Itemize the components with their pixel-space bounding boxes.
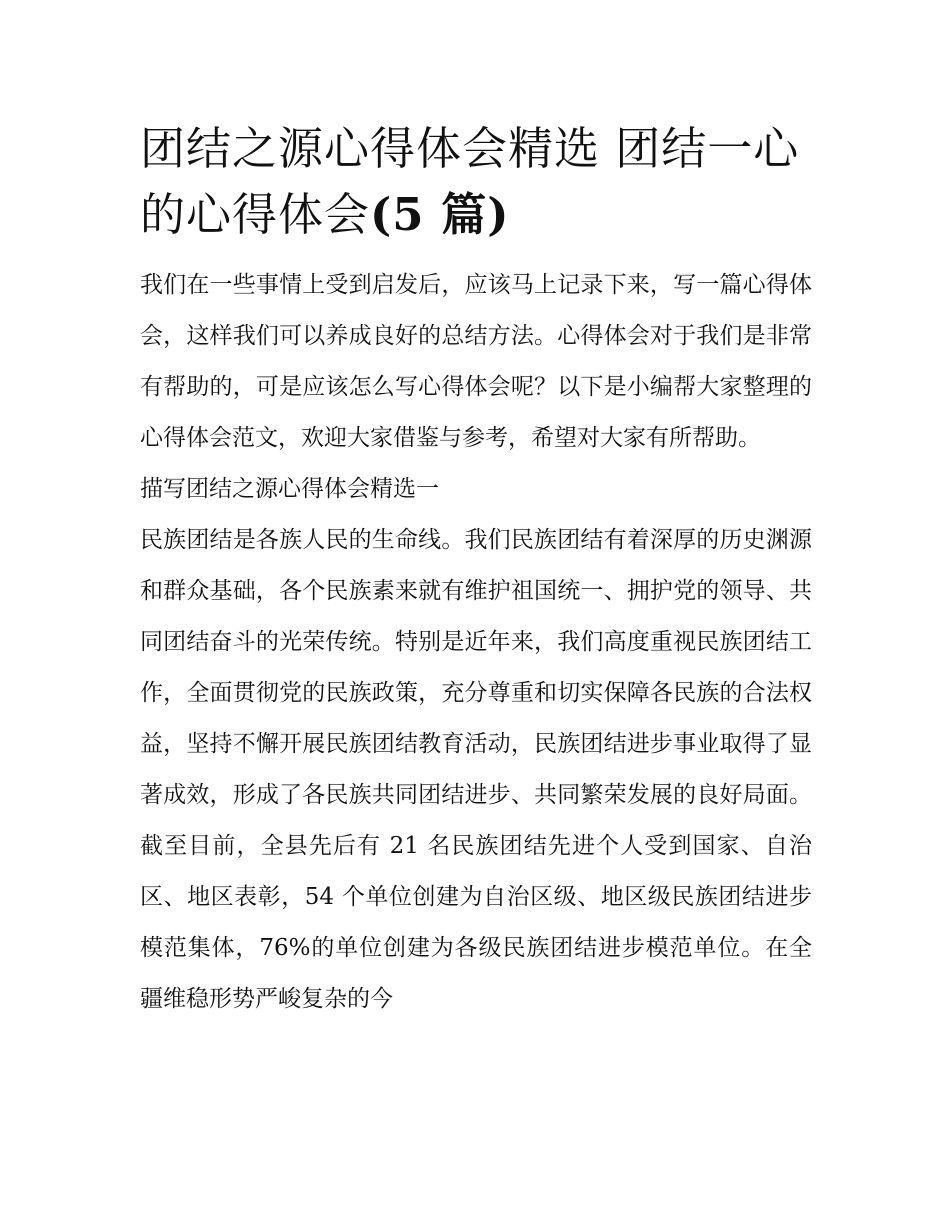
document-title xyxy=(140,116,812,248)
document-title-main: 团结之源心得体会精选 团结一心的心得体会 xyxy=(140,122,800,241)
section-heading: 描写团结之源心得体会精选一 xyxy=(140,476,439,502)
body-paragraph: 民族团结是各族人民的生命线。我们民族团结有着深厚的历史渊源和群众基础，各个民族素来就有维护祖国统一、拥护党的领导、共同团结奋斗的光荣传统。特别是近年来，我们高度重视民族团结工作，全面贯彻党的民族政策，充分尊重和切实保障各民族的合法权益，坚持不懈开展民族团结教育活动，民族团结进步事业取得了显著成效，形成了各民族共同团结进步、共同繁荣发展的良好局面。截至目前，全县先后有 21 名民族团结先进个人受到国家、自治区、地区表彰，54 个单位创建为自治区级、地区级民族团结进步模范集体，76%的单位创建为各级民族团结进步模范单位。在全疆维稳形势严峻复杂的今 xyxy=(140,527,812,1012)
document-title-suffix: (5 篇) xyxy=(370,188,510,241)
document-content xyxy=(140,116,812,1025)
intro-paragraph: 我们在一些事情上受到启发后，应该马上记录下来，写一篇心得体会，这样我们可以养成良好的总结方法。心得体会对于我们是非常有帮助的，可是应该怎么写心得体会呢？以下是小编帮大家整理的心得体会范文，欢迎大家借鉴与参考，希望对大家有所帮助。 xyxy=(140,272,812,451)
